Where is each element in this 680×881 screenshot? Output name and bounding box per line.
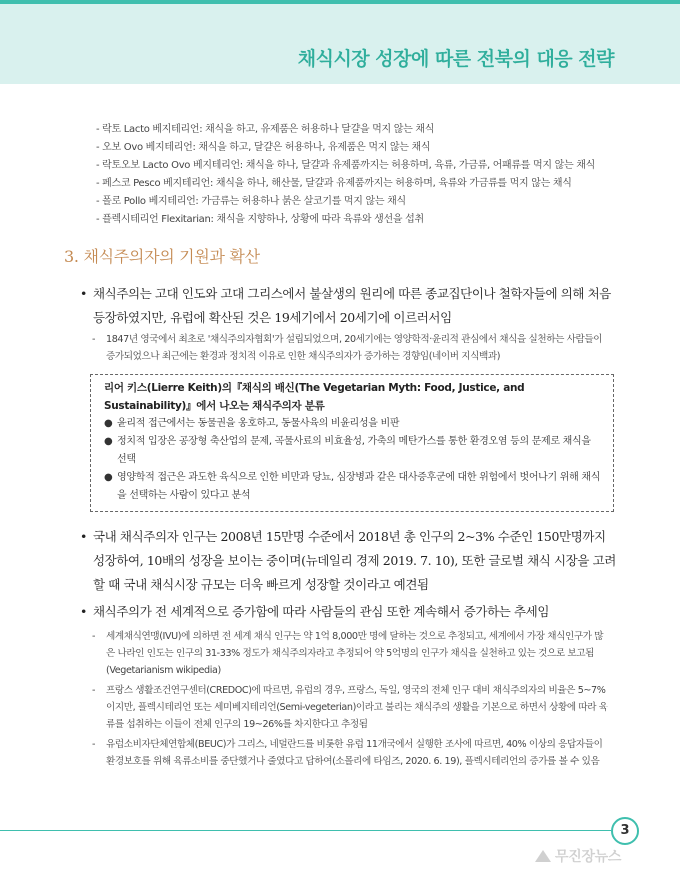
sub-text: 프랑스 생활조건연구센터(CREDOC)에 따르면, 유럽의 경우, 프랑스, 독일, 영국의 전체 인구 대비 채식주의자의 비율은 5~7%이지만, 플렉시테리언 또는 세미베지테리언(Semi-vegeterian)이라고 불리는 채식주의 생활을 기본으로 하면서 상황에 따라 육류를 섭취하는 이들이 전체 인구의 19~26%를 차지한다고 추정됨 xyxy=(106,685,608,730)
bullet-dot: ● xyxy=(104,436,113,447)
sub-marker: - xyxy=(92,334,96,345)
bullet-dot: ● xyxy=(104,472,113,483)
bullet-text: 채식주의가 전 세계적으로 증가함에 따라 사람들의 관심 또한 계속해서 증가하는 추세임 xyxy=(93,604,550,619)
definition-item: - 락토 Lacto 베지테리언: 채식을 하고, 유제품은 허용하나 달걀을 먹지 않는 채식 xyxy=(96,124,435,135)
sub-item xyxy=(92,331,612,365)
sub-text: 유럽소비자단체연합체(BEUC)가 그리스, 네덜란드를 비롯한 유럽 11개국에서 실행한 조사에 따르면, 40% 이상의 응답자들이 환경보호를 위해 육류소비를 중단했거나 줄였다고 답하여(소몰리에 타임즈, 2020. 6. 19), 플렉시테리언의 증가를 볼 수 있음 xyxy=(106,739,603,767)
page-header xyxy=(0,4,680,84)
bullet-marker: • xyxy=(80,529,87,544)
bullet-global xyxy=(80,600,620,624)
bullet-marker: • xyxy=(80,286,87,301)
watermark xyxy=(535,846,621,866)
sub-marker: - xyxy=(92,739,96,750)
page-title: 채식시장 성장에 따른 전북의 대응 전략 xyxy=(297,48,614,70)
box-item xyxy=(104,433,601,469)
sub-item xyxy=(92,682,612,733)
bullet-domestic xyxy=(80,525,620,597)
sub-text: 세계채식연맹(IVU)에 의하면 전 세계 채식 인구는 약 1억 8,000만 명에 달하는 것으로 추정되고, 세계에서 가장 채식인구가 많은 나라인 인도는 인구의 31-33% 정도가 채식주의자라고 추정되어 약 5억명의 인구가 채식을 실천하고 있는 것으로 보고됨(Vegetarianism wikipedia) xyxy=(106,631,604,676)
sub-item xyxy=(92,736,612,770)
definition-item: - 페스코 Pesco 베지테리언: 채식을 하나, 해산물, 달걀과 유제품까지는 허용하며, 육류와 가금류를 먹지 않는 채식 xyxy=(96,178,572,189)
classification-box xyxy=(90,374,614,512)
sub-text: 1847년 영국에서 최초로 '채식주의자협회'가 설립되었으며, 20세기에는 영양학적·윤리적 관심에서 채식을 실천하는 사람들이 증가되었으나 최근에는 환경과 정치적 이유로 인한 채식주의자가 증가하는 경향임(네이버 지식백과) xyxy=(106,334,603,362)
section-heading: 3. 채식주의자의 기원과 확산 xyxy=(64,247,260,266)
footer-line xyxy=(0,830,611,831)
box-title: 리어 키스(Lierre Keith)의『채식의 배신(The Vegetarian Myth: Food, Justice, and Sustainability)』에서 나오는 채식주의자 분류 xyxy=(104,382,525,412)
sub-marker: - xyxy=(92,631,96,642)
box-item-text: 윤리적 접근에서는 동물권을 옹호하고, 동물사육의 비윤리성을 비판 xyxy=(117,418,400,429)
vegetarian-type-definitions xyxy=(96,121,636,229)
page-number: 3 xyxy=(611,817,639,845)
box-item xyxy=(104,469,601,505)
sub-item xyxy=(92,628,612,679)
mountain-icon xyxy=(535,850,551,862)
bullet-text: 채식주의는 고대 인도와 고대 그리스에서 불살생의 원리에 따른 종교집단이나 철학자들에 의해 처음 등장하였지만, 유럽에 확산된 것은 19세기에서 20세기에 이르러서임 xyxy=(93,286,611,325)
watermark-text: 무진장뉴스 xyxy=(555,849,622,865)
bullet-origin xyxy=(80,282,620,330)
definition-item: - 락토오보 Lacto Ovo 베지테리언: 채식을 하나, 달걀과 유제품까지는 허용하며, 육류, 가금류, 어패류를 먹지 않는 채식 xyxy=(96,160,595,171)
sub-marker: - xyxy=(92,685,96,696)
definition-item: - 오보 Ovo 베지테리언: 채식을 하고, 달걀은 허용하나, 유제품은 먹지 않는 채식 xyxy=(96,142,431,153)
bullet-text: 국내 채식주의자 인구는 2008년 15만명 수준에서 2018년 총 인구의 2~3% 수준인 150만명까지 성장하여, 10배의 성장을 보이는 중이며(뉴데일리 경제 2019. 7. 10), 또한 글로벌 채식 시장을 고려할 때 국내 채식시장 규모는 더욱 빠르게 성장할 것이라고 예견됨 xyxy=(93,529,616,592)
bullet-dot: ● xyxy=(104,418,113,429)
bullet-marker: • xyxy=(80,604,87,619)
box-item-text: 영양학적 접근은 과도한 육식으로 인한 비만과 당뇨, 심장병과 같은 대사증후군에 대한 위험에서 벗어나기 위해 채식을 선택하는 사람이 있다고 분석 xyxy=(117,472,601,501)
definition-item: - 플렉시테리언 Flexitarian: 채식을 지향하나, 상황에 따라 육류와 생선을 섭취 xyxy=(96,214,424,225)
definition-item: - 폴로 Pollo 베지테리언: 가금류는 허용하나 붉은 살코기를 먹지 않는 채식 xyxy=(96,196,406,207)
box-item xyxy=(104,415,601,433)
box-item-text: 정치적 입장은 공장형 축산업의 문제, 곡물사료의 비효율성, 가축의 메탄가스를 통한 환경오염 등의 문제로 채식을 선택 xyxy=(117,436,591,465)
